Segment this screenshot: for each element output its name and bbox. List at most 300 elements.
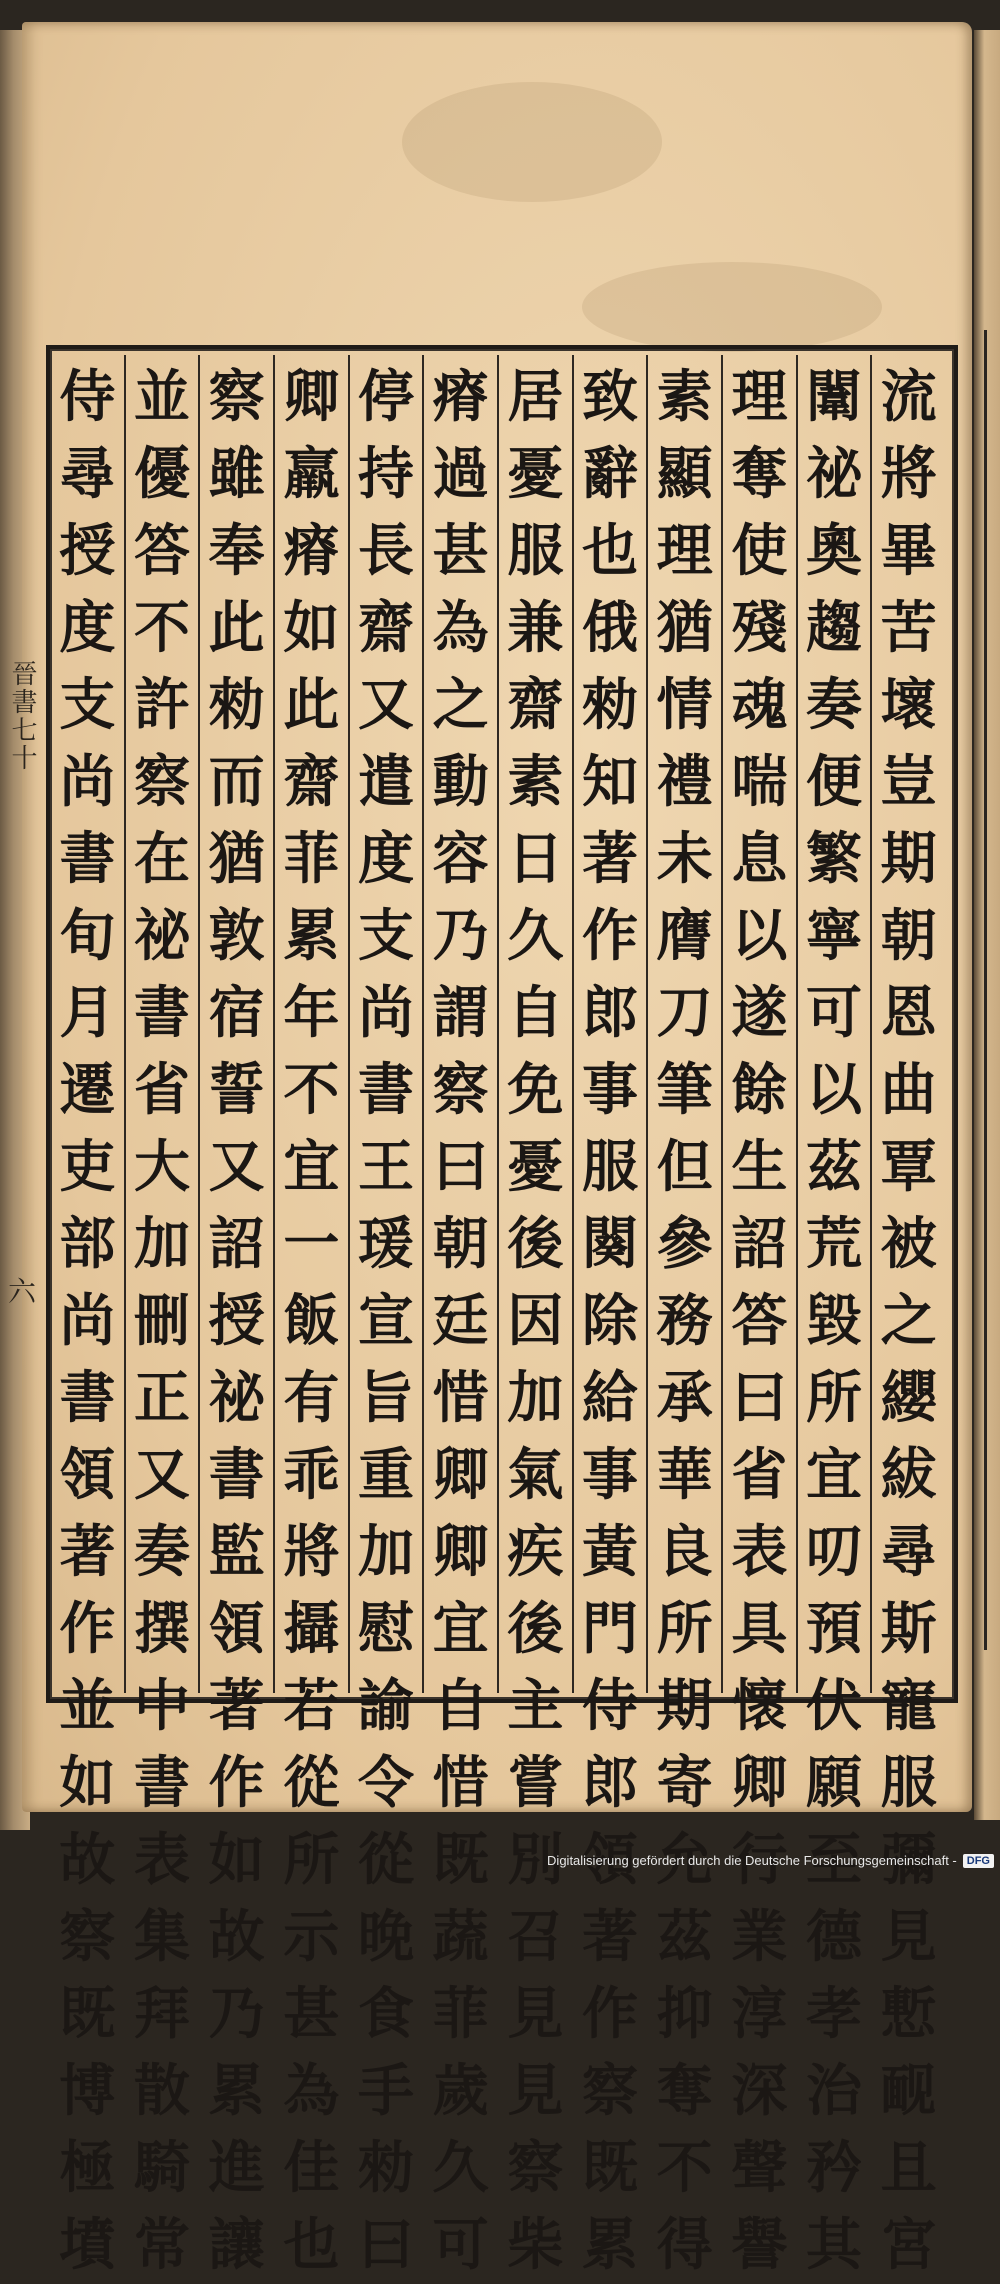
- glyph: 祕: [208, 1365, 265, 1431]
- text-column: [202, 359, 272, 2284]
- glyph: 筆: [656, 1057, 713, 1123]
- glyph: 察: [208, 364, 265, 430]
- glyph: 卿: [432, 1519, 489, 1585]
- glyph: 茲: [806, 1134, 862, 1200]
- text-column: [351, 359, 421, 2284]
- glyph: 尋: [59, 441, 116, 507]
- glyph: 部: [59, 1211, 116, 1277]
- glyph: 可: [806, 980, 862, 1046]
- glyph: 一: [283, 1211, 340, 1277]
- glyph: 見: [880, 1904, 937, 1970]
- glyph: 素: [656, 364, 713, 430]
- glyph: 察: [59, 1904, 116, 1970]
- glyph: 致: [582, 364, 638, 430]
- glyph: 辭: [582, 441, 638, 507]
- glyph: 如: [59, 1750, 116, 1816]
- glyph: 加: [358, 1519, 414, 1585]
- text-column: [575, 359, 645, 2284]
- glyph: 孝: [806, 1981, 862, 2047]
- glyph: 宜: [806, 1442, 862, 1508]
- glyph: 過: [432, 441, 489, 507]
- glyph: 治: [806, 2058, 862, 2124]
- glyph: 乃: [432, 903, 489, 969]
- glyph: 奏: [134, 1519, 190, 1585]
- glyph: 息: [731, 826, 788, 892]
- glyph: 累: [208, 2058, 265, 2124]
- glyph: 便: [806, 749, 862, 815]
- glyph: 猶: [656, 595, 713, 661]
- glyph: 嘗: [507, 1750, 564, 1816]
- glyph: 著: [582, 1904, 638, 1970]
- glyph: 自: [432, 1673, 489, 1739]
- glyph: 度: [358, 826, 414, 892]
- glyph: 郎: [582, 980, 638, 1046]
- glyph: 俄: [582, 595, 638, 661]
- glyph: 召: [507, 1904, 564, 1970]
- glyph: 疾: [507, 1519, 564, 1585]
- glyph: 豈: [880, 749, 937, 815]
- glyph: 卿: [432, 1442, 489, 1508]
- glyph: 為: [283, 2058, 340, 2124]
- glyph: 既: [582, 2135, 638, 2201]
- glyph: 顯: [656, 441, 713, 507]
- text-column: [724, 359, 794, 2284]
- glyph: 遣: [358, 749, 414, 815]
- glyph: 別: [507, 1827, 564, 1893]
- glyph: 期: [656, 1673, 713, 1739]
- glyph: 參: [656, 1211, 713, 1277]
- glyph: 監: [208, 1519, 265, 1585]
- glyph: 省: [134, 1057, 190, 1123]
- glyph: 曰: [731, 1365, 788, 1431]
- glyph: 停: [358, 364, 414, 430]
- glyph: 答: [134, 518, 190, 584]
- glyph: 苦: [880, 595, 937, 661]
- glyph: 博: [59, 2058, 116, 2124]
- glyph: 墳: [59, 2212, 116, 2278]
- glyph: 察: [432, 1057, 489, 1123]
- glyph: 月: [59, 980, 116, 1046]
- glyph: 作: [208, 1750, 265, 1816]
- column-rule: [721, 355, 723, 1693]
- glyph: 斯: [880, 1596, 937, 1662]
- glyph: 奪: [731, 441, 788, 507]
- glyph: 詔: [731, 1211, 788, 1277]
- glyph: 重: [358, 1442, 414, 1508]
- glyph: 允: [656, 1827, 713, 1893]
- glyph: 書: [134, 1750, 190, 1816]
- glyph: 勑: [208, 672, 265, 738]
- glyph: 授: [208, 1288, 265, 1354]
- glyph: 刪: [134, 1288, 190, 1354]
- glyph: 服: [507, 518, 564, 584]
- dfg-logo: DFG: [963, 1854, 994, 1868]
- glyph: 叨: [806, 1519, 862, 1585]
- glyph: 後: [507, 1596, 564, 1662]
- glyph: 持: [358, 441, 414, 507]
- gutter-page-number: 六: [8, 1275, 37, 1308]
- glyph: 著: [208, 1673, 265, 1739]
- glyph: 期: [880, 826, 937, 892]
- glyph: 既: [59, 1981, 116, 2047]
- glyph: 彌: [880, 1827, 937, 1893]
- glyph: 長: [358, 518, 414, 584]
- glyph: 願: [806, 1750, 862, 1816]
- glyph: 諭: [358, 1673, 414, 1739]
- glyph: 拜: [134, 1981, 190, 2047]
- glyph: 不: [656, 2135, 713, 2201]
- paper-stain: [582, 262, 882, 352]
- glyph: 至: [806, 1827, 862, 1893]
- glyph: 久: [507, 903, 564, 969]
- glyph: 容: [432, 826, 489, 892]
- glyph: 中: [134, 1673, 190, 1739]
- glyph: 慰: [358, 1596, 414, 1662]
- glyph: 尚: [59, 1288, 116, 1354]
- glyph: 矜: [806, 2135, 862, 2201]
- glyph: 憂: [507, 441, 564, 507]
- glyph: 聲: [731, 2135, 788, 2201]
- glyph: 尋: [880, 1519, 937, 1585]
- glyph: 又: [208, 1134, 265, 1200]
- glyph: 作: [582, 903, 638, 969]
- glyph: 茲: [656, 1904, 713, 1970]
- glyph: 宜: [283, 1134, 340, 1200]
- glyph: 之: [880, 1288, 937, 1354]
- glyph: 所: [283, 1827, 340, 1893]
- glyph: 生: [731, 1134, 788, 1200]
- glyph: 度: [59, 595, 116, 661]
- glyph: 雖: [208, 441, 265, 507]
- glyph: 被: [880, 1211, 937, 1277]
- glyph: 齋: [358, 595, 414, 661]
- glyph: 知: [582, 749, 638, 815]
- glyph: 䩄: [880, 2058, 937, 2124]
- glyph: 支: [59, 672, 116, 738]
- glyph: 察: [134, 749, 190, 815]
- glyph: 宜: [432, 1596, 489, 1662]
- glyph: 騎: [134, 2135, 190, 2201]
- glyph: 服: [880, 1750, 937, 1816]
- glyph: 集: [134, 1904, 190, 1970]
- glyph: 免: [507, 1057, 564, 1123]
- glyph: 此: [208, 595, 265, 661]
- glyph: 乃: [208, 1981, 265, 2047]
- glyph: 加: [507, 1365, 564, 1431]
- glyph: 答: [731, 1288, 788, 1354]
- glyph: 纓: [880, 1365, 937, 1431]
- glyph: 極: [59, 2135, 116, 2201]
- glyph: 所: [656, 1596, 713, 1662]
- glyph: 素: [507, 749, 564, 815]
- glyph: 勑: [582, 672, 638, 738]
- glyph: 吏: [59, 1134, 116, 1200]
- glyph: 祕: [134, 903, 190, 969]
- glyph: 晚: [358, 1904, 414, 1970]
- glyph: 給: [582, 1365, 638, 1431]
- glyph: 既: [432, 1827, 489, 1893]
- text-column: [500, 359, 570, 2284]
- glyph: 不: [134, 595, 190, 661]
- glyph: 卿: [731, 1750, 788, 1816]
- glyph: 旨: [358, 1365, 414, 1431]
- glyph: 進: [208, 2135, 265, 2201]
- glyph: 奉: [208, 518, 265, 584]
- glyph: 察: [507, 2135, 564, 2201]
- glyph: 若: [283, 1673, 340, 1739]
- glyph: 見: [507, 2058, 564, 2124]
- text-column: [799, 359, 869, 2284]
- glyph: 毀: [806, 1288, 862, 1354]
- glyph: 著: [582, 826, 638, 892]
- glyph: 將: [283, 1519, 340, 1585]
- glyph: 謂: [432, 980, 489, 1046]
- glyph: 紱: [880, 1442, 937, 1508]
- glyph: 宣: [358, 1288, 414, 1354]
- facing-page-frame: [984, 330, 993, 1650]
- glyph: 但: [656, 1134, 713, 1200]
- glyph: 後: [507, 1211, 564, 1277]
- glyph: 久: [432, 2135, 489, 2201]
- glyph: 而: [208, 749, 265, 815]
- glyph: 並: [59, 1673, 116, 1739]
- glyph: 闋: [582, 1211, 638, 1277]
- glyph: 郎: [582, 1750, 638, 1816]
- glyph: 瘠: [283, 518, 340, 584]
- glyph: 自: [507, 980, 564, 1046]
- glyph: 書: [59, 1365, 116, 1431]
- glyph: 在: [134, 826, 190, 892]
- glyph: 也: [582, 518, 638, 584]
- glyph: 食: [358, 1981, 414, 2047]
- glyph: 壞: [880, 672, 937, 738]
- glyph: 菲: [283, 826, 340, 892]
- glyph: 趨: [806, 595, 862, 661]
- glyph: 兼: [507, 595, 564, 661]
- glyph: 為: [432, 595, 489, 661]
- glyph: 並: [134, 364, 190, 430]
- glyph: 作: [582, 1981, 638, 2047]
- glyph: 因: [507, 1288, 564, 1354]
- glyph: 常: [134, 2212, 190, 2278]
- glyph: 奪: [656, 2058, 713, 2124]
- glyph: 讓: [208, 2212, 265, 2278]
- glyph: 齋: [283, 749, 340, 815]
- glyph: 此: [283, 672, 340, 738]
- glyph: 敦: [208, 903, 265, 969]
- glyph: 除: [582, 1288, 638, 1354]
- glyph: 氣: [507, 1442, 564, 1508]
- glyph: 之: [432, 672, 489, 738]
- glyph: 從: [283, 1750, 340, 1816]
- glyph: 理: [656, 518, 713, 584]
- glyph: 大: [134, 1134, 190, 1200]
- glyph: 侍: [59, 364, 116, 430]
- glyph: 支: [358, 903, 414, 969]
- text-column: [52, 359, 122, 2284]
- glyph: 將: [880, 441, 937, 507]
- glyph: 又: [134, 1442, 190, 1508]
- glyph: 餘: [731, 1057, 788, 1123]
- glyph: 勑: [358, 2135, 414, 2201]
- glyph: 故: [208, 1904, 265, 1970]
- glyph: 領: [208, 1596, 265, 1662]
- glyph: 察: [582, 2058, 638, 2124]
- glyph: 年: [283, 980, 340, 1046]
- glyph: 加: [134, 1211, 190, 1277]
- glyph: 也: [283, 2212, 340, 2278]
- glyph: 奏: [806, 672, 862, 738]
- glyph: 祕: [806, 441, 862, 507]
- glyph: 具: [731, 1596, 788, 1662]
- glyph: 著: [59, 1519, 116, 1585]
- glyph: 荒: [806, 1211, 862, 1277]
- column-rule: [497, 355, 499, 1693]
- glyph: 正: [134, 1365, 190, 1431]
- glyph: 王: [358, 1134, 414, 1200]
- glyph: 膺: [656, 903, 713, 969]
- glyph: 書: [134, 980, 190, 1046]
- column-rule: [646, 355, 648, 1693]
- glyph: 菲: [432, 1981, 489, 2047]
- column-rule: [422, 355, 424, 1693]
- text-column: [276, 359, 346, 2284]
- glyph: 事: [582, 1057, 638, 1123]
- glyph: 見: [507, 1981, 564, 2047]
- gutter-title: 晉書七十: [7, 660, 37, 772]
- glyph: 得: [656, 2212, 713, 2278]
- column-rule: [273, 355, 275, 1693]
- glyph: 遷: [59, 1057, 116, 1123]
- glyph: 務: [656, 1288, 713, 1354]
- glyph: 德: [806, 1904, 862, 1970]
- glyph: 撰: [134, 1596, 190, 1662]
- text-column: [650, 359, 720, 2284]
- glyph: 華: [656, 1442, 713, 1508]
- glyph: 懷: [731, 1673, 788, 1739]
- glyph: 蔬: [432, 1904, 489, 1970]
- glyph: 尚: [59, 749, 116, 815]
- glyph: 譽: [731, 2212, 788, 2278]
- glyph: 累: [283, 903, 340, 969]
- glyph: 主: [507, 1673, 564, 1739]
- glyph: 表: [134, 1827, 190, 1893]
- glyph: 詔: [208, 1211, 265, 1277]
- glyph: 領: [582, 1827, 638, 1893]
- text-column: [874, 359, 944, 2284]
- glyph: 服: [582, 1134, 638, 1200]
- glyph: 寵: [880, 1673, 937, 1739]
- glyph: 令: [358, 1750, 414, 1816]
- glyph: 寄: [656, 1750, 713, 1816]
- glyph: 故: [59, 1827, 116, 1893]
- glyph: 繁: [806, 826, 862, 892]
- glyph: 廷: [432, 1288, 489, 1354]
- glyph: 表: [731, 1519, 788, 1585]
- glyph: 事: [582, 1442, 638, 1508]
- glyph: 殘: [731, 595, 788, 661]
- glyph: 乖: [283, 1442, 340, 1508]
- digitization-footer: [547, 1853, 994, 1868]
- glyph: 以: [806, 1057, 862, 1123]
- glyph: 黃: [582, 1519, 638, 1585]
- glyph: 許: [134, 672, 190, 738]
- glyph: 歲: [432, 2058, 489, 2124]
- glyph: 流: [880, 364, 937, 430]
- glyph: 使: [731, 518, 788, 584]
- glyph: 侍: [582, 1673, 638, 1739]
- footer-text: Digitalisierung gefördert durch die Deutsche Forschungsgemeinschaft -: [547, 1853, 957, 1868]
- glyph: 授: [59, 518, 116, 584]
- glyph: 宮: [880, 2212, 937, 2278]
- glyph: 承: [656, 1365, 713, 1431]
- glyph: 居: [507, 364, 564, 430]
- glyph: 有: [283, 1365, 340, 1431]
- glyph: 日: [507, 826, 564, 892]
- glyph: 伏: [806, 1673, 862, 1739]
- glyph: 書: [358, 1057, 414, 1123]
- glyph: 魂: [731, 672, 788, 738]
- glyph: 遂: [731, 980, 788, 1046]
- glyph: 且: [880, 2135, 937, 2201]
- glyph: 猶: [208, 826, 265, 892]
- glyph: 累: [582, 2212, 638, 2278]
- glyph: 卿: [283, 364, 340, 430]
- glyph: 行: [731, 1827, 788, 1893]
- text-column: [426, 359, 496, 2284]
- glyph: 恩: [880, 980, 937, 1046]
- column-rule: [348, 355, 350, 1693]
- glyph: 領: [59, 1442, 116, 1508]
- glyph: 可: [432, 2212, 489, 2278]
- glyph: 從: [358, 1827, 414, 1893]
- glyph: 朝: [432, 1211, 489, 1277]
- glyph: 喘: [731, 749, 788, 815]
- gutter-label: [8, 660, 36, 1260]
- glyph: 尚: [358, 980, 414, 1046]
- glyph: 飯: [283, 1288, 340, 1354]
- glyph: 闈: [806, 364, 862, 430]
- glyph: 書: [59, 826, 116, 892]
- glyph: 宿: [208, 980, 265, 1046]
- glyph: 業: [731, 1904, 788, 1970]
- glyph: 未: [656, 826, 713, 892]
- glyph: 旬: [59, 903, 116, 969]
- glyph: 如: [208, 1827, 265, 1893]
- glyph: 優: [134, 441, 190, 507]
- glyph: 以: [731, 903, 788, 969]
- glyph: 所: [806, 1365, 862, 1431]
- glyph: 朝: [880, 903, 937, 969]
- paper-stain: [402, 82, 662, 202]
- glyph: 柴: [507, 2212, 564, 2278]
- glyph: 預: [806, 1596, 862, 1662]
- glyph: 理: [731, 364, 788, 430]
- glyph: 齋: [507, 672, 564, 738]
- glyph: 動: [432, 749, 489, 815]
- glyph: 又: [358, 672, 414, 738]
- column-rule: [870, 355, 872, 1693]
- glyph: 示: [283, 1904, 340, 1970]
- glyph: 禮: [656, 749, 713, 815]
- glyph: 刀: [656, 980, 713, 1046]
- column-rule: [796, 355, 798, 1693]
- glyph: 深: [731, 2058, 788, 2124]
- glyph: 奧: [806, 518, 862, 584]
- glyph: 瘠: [432, 364, 489, 430]
- glyph: 情: [656, 672, 713, 738]
- column-rule: [572, 355, 574, 1693]
